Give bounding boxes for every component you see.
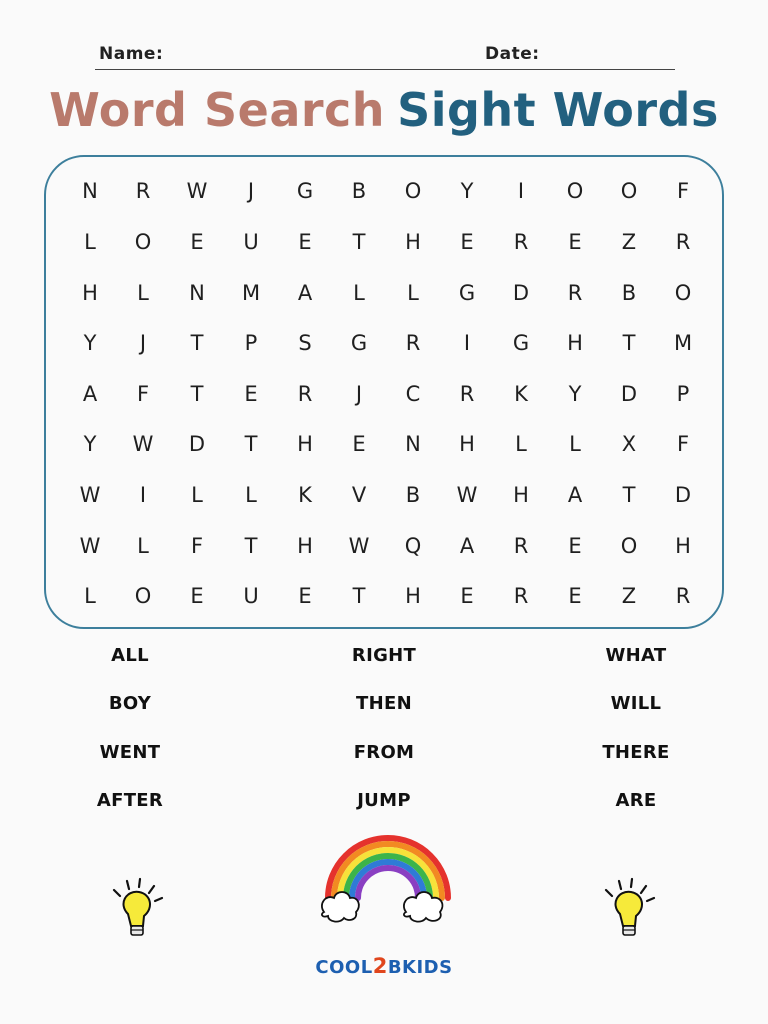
grid-letter[interactable]: U	[243, 230, 259, 254]
grid-letter[interactable]: O	[404, 179, 422, 203]
title-sight-words: Sight Words	[397, 83, 719, 137]
grid-letter[interactable]: M	[241, 281, 261, 305]
word-list-item: FROM	[353, 742, 415, 763]
grid-row	[46, 581, 722, 611]
lightbulb-icon	[106, 876, 168, 942]
grid-letter[interactable]: F	[676, 432, 690, 456]
rainbow-icon	[318, 828, 458, 928]
grid-letter[interactable]: E	[298, 584, 312, 608]
grid-letter[interactable]: V	[351, 483, 367, 507]
grid-letter[interactable]: A	[567, 483, 583, 507]
grid-letter[interactable]: R	[675, 584, 691, 608]
grid-letter[interactable]: J	[139, 331, 147, 355]
grid-letter[interactable]: F	[136, 382, 150, 406]
grid-letter[interactable]: D	[188, 432, 206, 456]
grid-letter[interactable]: A	[297, 281, 313, 305]
grid-letter[interactable]: R	[513, 534, 529, 558]
grid-row	[46, 429, 722, 459]
grid-letter[interactable]: E	[352, 432, 366, 456]
grid-letter[interactable]: I	[139, 483, 147, 507]
name-label: Name:	[99, 44, 164, 64]
grid-letter[interactable]: W	[79, 534, 101, 558]
grid-letter[interactable]: B	[351, 179, 367, 203]
grid-letter[interactable]: T	[190, 331, 204, 355]
grid-row	[46, 176, 722, 206]
grid-letter[interactable]: X	[621, 432, 637, 456]
grid-letter[interactable]: L	[84, 230, 96, 254]
grid-letter[interactable]: Y	[568, 382, 582, 406]
grid-letter[interactable]: Y	[460, 179, 474, 203]
grid-letter[interactable]: P	[676, 382, 690, 406]
word-list-item: WILL	[610, 693, 662, 714]
grid-letter[interactable]: L	[137, 281, 149, 305]
grid-letter[interactable]: H	[297, 432, 313, 456]
grid-letter[interactable]: D	[620, 382, 638, 406]
grid-letter[interactable]: L	[515, 432, 527, 456]
grid-letter[interactable]: E	[190, 584, 204, 608]
date-label: Date:	[485, 44, 540, 64]
grid-letter[interactable]: Z	[621, 230, 637, 254]
word-list-item: JUMP	[357, 790, 411, 811]
brand-logo	[0, 954, 768, 978]
grid-letter[interactable]: L	[245, 483, 257, 507]
grid-letter[interactable]: R	[459, 382, 475, 406]
grid-letter[interactable]: C	[405, 382, 421, 406]
grid-letter[interactable]: O	[620, 534, 638, 558]
word-list-item: WENT	[99, 742, 161, 763]
grid-letter[interactable]: H	[459, 432, 475, 456]
word-list-item: WHAT	[605, 645, 667, 666]
grid-letter[interactable]: H	[513, 483, 529, 507]
word-list-item: ARE	[615, 790, 657, 811]
grid-letter[interactable]: T	[352, 584, 366, 608]
grid-letter[interactable]: H	[567, 331, 583, 355]
grid-letter[interactable]: R	[567, 281, 583, 305]
grid-row	[46, 379, 722, 409]
lightbulb-icon	[598, 876, 660, 942]
logo-part-cool: COOL	[315, 957, 373, 978]
grid-letter[interactable]: O	[620, 179, 638, 203]
word-list-item: RIGHT	[351, 645, 417, 666]
grid-letter[interactable]: T	[622, 483, 636, 507]
letter-grid	[44, 155, 724, 629]
grid-letter[interactable]: B	[405, 483, 421, 507]
grid-letter[interactable]: T	[352, 230, 366, 254]
grid-letter[interactable]: E	[190, 230, 204, 254]
grid-letter[interactable]: U	[243, 584, 259, 608]
grid-letter[interactable]: T	[622, 331, 636, 355]
grid-letter[interactable]: O	[674, 281, 692, 305]
grid-letter[interactable]: K	[298, 483, 312, 507]
grid-letter[interactable]: H	[675, 534, 691, 558]
grid-letter[interactable]: E	[568, 230, 582, 254]
grid-letter[interactable]: W	[132, 432, 154, 456]
grid-letter[interactable]: H	[405, 584, 421, 608]
word-list-item: THEN	[356, 693, 412, 714]
grid-letter[interactable]: J	[247, 179, 255, 203]
grid-letter[interactable]: E	[460, 230, 474, 254]
grid-letter[interactable]: A	[459, 534, 475, 558]
grid-letter[interactable]: W	[79, 483, 101, 507]
grid-letter[interactable]: F	[676, 179, 690, 203]
grid-letter[interactable]: H	[82, 281, 98, 305]
grid-letter[interactable]: G	[458, 281, 476, 305]
grid-letter[interactable]: E	[298, 230, 312, 254]
grid-letter[interactable]: N	[82, 179, 98, 203]
grid-letter[interactable]: H	[405, 230, 421, 254]
grid-letter[interactable]: B	[621, 281, 637, 305]
word-list-item: BOY	[108, 693, 152, 714]
title-word-search: Word Search	[49, 83, 386, 137]
grid-letter[interactable]: T	[190, 382, 204, 406]
grid-letter[interactable]: M	[673, 331, 693, 355]
grid-letter[interactable]: W	[348, 534, 370, 558]
grid-letter[interactable]: R	[297, 382, 313, 406]
grid-letter[interactable]: A	[82, 382, 98, 406]
logo-part-bkids: BKIDS	[387, 957, 453, 978]
grid-row	[46, 480, 722, 510]
page-title	[0, 80, 768, 140]
grid-letter[interactable]: H	[297, 534, 313, 558]
grid-letter[interactable]: N	[189, 281, 205, 305]
grid-letter[interactable]: P	[244, 331, 258, 355]
grid-letter[interactable]: Y	[83, 432, 97, 456]
grid-letter[interactable]: L	[407, 281, 419, 305]
grid-letter[interactable]: G	[350, 331, 368, 355]
grid-letter[interactable]: I	[517, 179, 525, 203]
grid-letter[interactable]: Z	[621, 584, 637, 608]
grid-letter[interactable]: D	[674, 483, 692, 507]
grid-letter[interactable]: L	[191, 483, 203, 507]
logo-part-2: 2	[372, 954, 388, 978]
header-underline	[95, 69, 675, 70]
grid-letter[interactable]: N	[405, 432, 421, 456]
grid-letter[interactable]: W	[456, 483, 478, 507]
grid-letter[interactable]: O	[134, 230, 152, 254]
grid-letter[interactable]: R	[135, 179, 151, 203]
grid-letter[interactable]: T	[244, 432, 258, 456]
grid-row	[46, 278, 722, 308]
grid-letter[interactable]: R	[513, 584, 529, 608]
grid-letter[interactable]: R	[675, 230, 691, 254]
grid-letter[interactable]: L	[84, 584, 96, 608]
word-list-item: THERE	[602, 742, 670, 763]
grid-row	[46, 531, 722, 561]
grid-letter[interactable]: L	[353, 281, 365, 305]
grid-letter[interactable]: Q	[404, 534, 422, 558]
grid-letter[interactable]: F	[190, 534, 204, 558]
grid-letter[interactable]: K	[514, 382, 528, 406]
grid-row	[46, 227, 722, 257]
grid-letter[interactable]: E	[568, 534, 582, 558]
grid-letter[interactable]: J	[355, 382, 363, 406]
grid-letter[interactable]: T	[244, 534, 258, 558]
grid-row	[46, 328, 722, 358]
header-fields	[95, 44, 675, 70]
grid-letter[interactable]: G	[512, 331, 530, 355]
grid-letter[interactable]: E	[568, 584, 582, 608]
grid-letter[interactable]: W	[186, 179, 208, 203]
word-list-item: ALL	[111, 645, 149, 666]
grid-letter[interactable]: R	[405, 331, 421, 355]
grid-letter[interactable]: E	[460, 584, 474, 608]
grid-letter[interactable]: O	[566, 179, 584, 203]
grid-letter[interactable]: E	[244, 382, 258, 406]
grid-letter[interactable]: I	[463, 331, 471, 355]
grid-letter[interactable]: Y	[83, 331, 97, 355]
grid-letter[interactable]: G	[296, 179, 314, 203]
grid-letter[interactable]: R	[513, 230, 529, 254]
grid-letter[interactable]: O	[134, 584, 152, 608]
grid-letter[interactable]: D	[512, 281, 530, 305]
word-list-item: AFTER	[96, 790, 164, 811]
grid-letter[interactable]: S	[298, 331, 312, 355]
grid-letter[interactable]: L	[569, 432, 581, 456]
grid-letter[interactable]: L	[137, 534, 149, 558]
